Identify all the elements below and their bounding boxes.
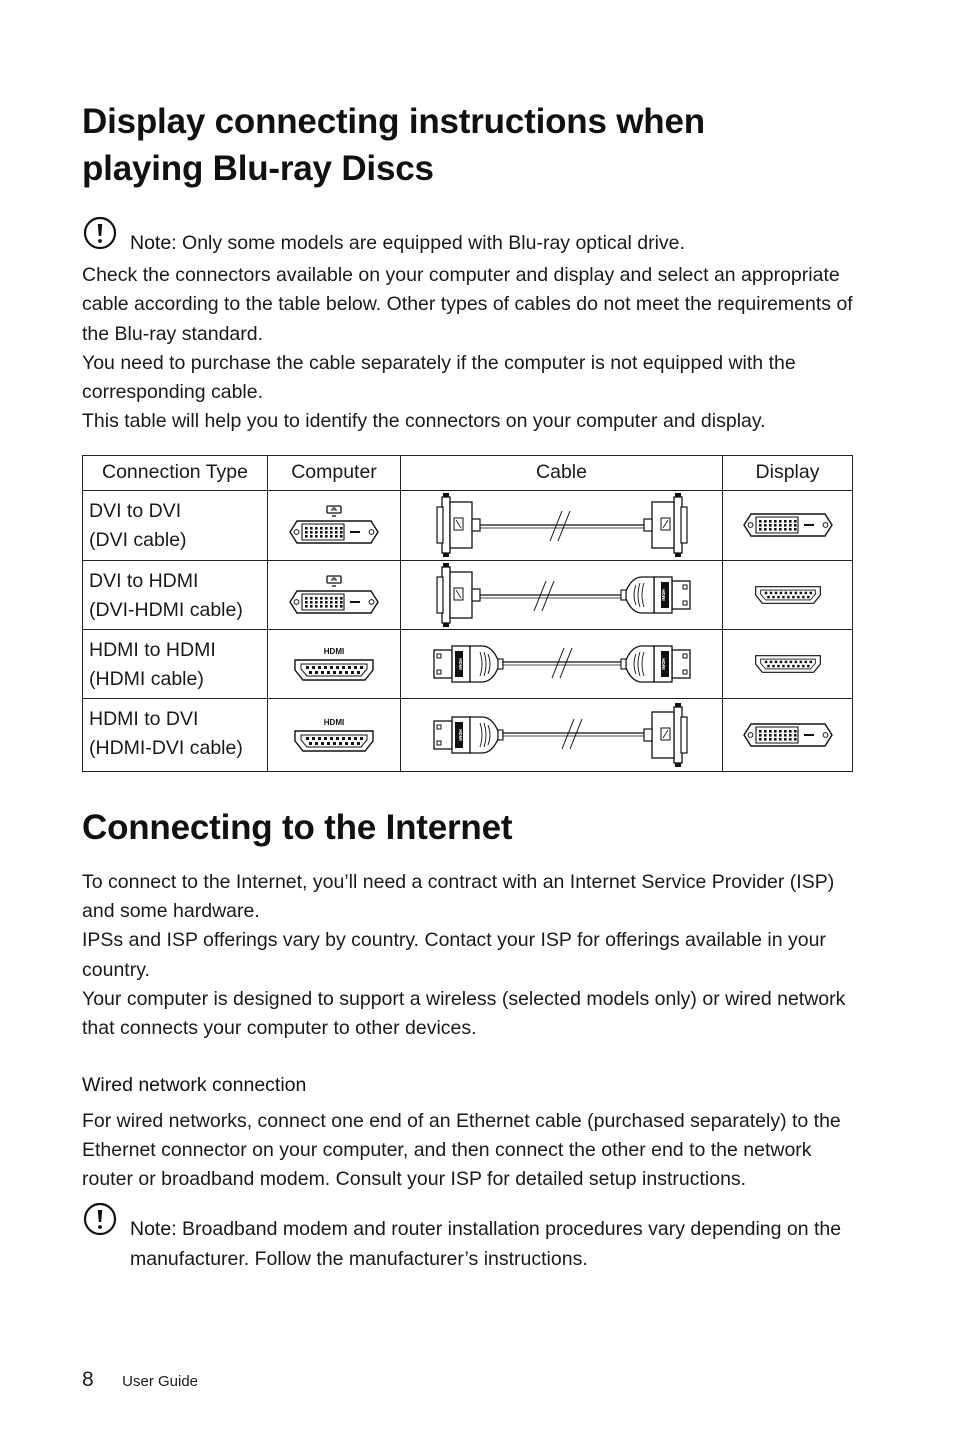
- paragraph: You need to purchase the cable separately if the computer is not equipped with the corresponding cable.: [82, 351, 796, 404]
- computer-connector-cell: [268, 490, 401, 560]
- hdmi-port-icon: [293, 645, 375, 683]
- paragraph: This table will help you to identify the connectors on your computer and display.: [82, 410, 766, 433]
- paragraph: To connect to the Internet, you’ll need a contract with an Internet Service Provider (ISP) and some hardware.: [82, 870, 835, 923]
- section-title-internet: Connecting to the Internet: [82, 807, 513, 847]
- connection-type-cell: DVI to HDMI (DVI-HDMI cable): [83, 560, 268, 629]
- table-row: [83, 490, 853, 560]
- note-label: Note:: [130, 232, 177, 254]
- dvi-hdmi-cable-icon: [432, 563, 692, 627]
- exclamation-circle-icon: [83, 1202, 117, 1236]
- dvi-port-icon: [288, 505, 380, 545]
- page-footer: [82, 1368, 198, 1392]
- connection-type-cell: HDMI to HDMI (HDMI cable): [83, 629, 268, 698]
- hdmi-port-icon: [754, 584, 822, 606]
- page-content: [82, 98, 854, 1274]
- connection-type-cell: HDMI to DVI (HDMI-DVI cable): [83, 698, 268, 771]
- internet-paragraphs: [82, 868, 854, 1044]
- note-text: Broadband modem and router installation procedures vary depending on the manufacturer. Follow the manufacturer’s instructions.: [130, 1218, 842, 1271]
- note-broadband: [82, 1214, 854, 1274]
- header-computer: Computer: [268, 455, 401, 490]
- display-connector-cell: [723, 698, 853, 771]
- table-header-row: [83, 455, 853, 490]
- section-title-bluray: [82, 98, 854, 192]
- note-label: Note:: [130, 1218, 177, 1241]
- dvi-port-icon: [742, 722, 834, 748]
- table-row: [83, 629, 853, 698]
- exclamation-circle-icon: [83, 216, 117, 250]
- cable-cell: [401, 490, 723, 560]
- dvi-port-icon: [742, 512, 834, 538]
- page-number: 8: [82, 1368, 94, 1391]
- table-row: [83, 560, 853, 629]
- note-text: Only some models are equipped with Blu-ray optical drive.: [176, 232, 685, 254]
- hdmi-logo: HDMI: [323, 646, 345, 656]
- hdmi-port-icon: [293, 716, 375, 754]
- dvi-port-icon: [288, 575, 380, 615]
- hdmi-logo: HDMI: [323, 717, 345, 727]
- title-line-1: Display connecting instructions when: [82, 102, 705, 141]
- header-cable: Cable: [401, 455, 723, 490]
- note-bluray: [82, 228, 854, 258]
- computer-connector-cell: [268, 629, 401, 698]
- hdmi-dvi-cable-icon: [432, 703, 692, 767]
- title-line-2: playing Blu-ray Discs: [82, 149, 434, 188]
- hdmi-cable-icon: [432, 642, 692, 686]
- display-connector-cell: [723, 629, 853, 698]
- paragraph: Your computer is designed to support a wireless (selected models only) or wired network that connects your computer to other devices.: [82, 987, 846, 1040]
- dvi-cable-icon: [432, 493, 692, 557]
- paragraph: IPSs and ISP offerings vary by country. Contact your ISP for offerings available in your country.: [82, 929, 826, 981]
- hdmi-port-icon: [754, 653, 822, 675]
- connection-table: [82, 455, 853, 772]
- footer-label: User Guide: [122, 1373, 199, 1390]
- cable-cell: [401, 698, 723, 771]
- paragraph-wired: For wired networks, connect one end of an Ethernet cable (purchased separately) to the Ethernet connector on your computer, and then connect the other end to the network router or broadband modem. Consult your ISP for detailed setup instructions.: [82, 1109, 841, 1191]
- table-row: [83, 698, 853, 771]
- computer-connector-cell: [268, 698, 401, 771]
- paragraph: Check the connectors available on your computer and display and select an appropriate cable according to the table below. Other types of cables do not meet the requirements of the Blu-ray standard.: [82, 264, 853, 345]
- cable-cell: [401, 629, 723, 698]
- display-connector-cell: [723, 490, 853, 560]
- subheading-wired: Wired network connection: [82, 1073, 307, 1096]
- header-display: Display: [723, 455, 853, 490]
- header-connection-type: Connection Type: [83, 455, 268, 490]
- intro-paragraphs: [82, 261, 854, 437]
- connection-type-cell: DVI to DVI (DVI cable): [83, 490, 268, 560]
- cable-cell: [401, 560, 723, 629]
- computer-connector-cell: [268, 560, 401, 629]
- display-connector-cell: [723, 560, 853, 629]
